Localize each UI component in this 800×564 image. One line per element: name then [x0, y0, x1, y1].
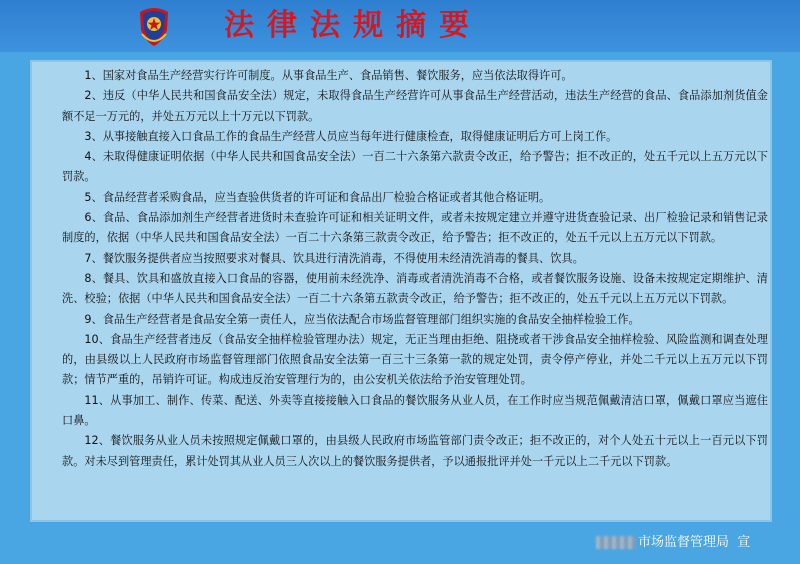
clause-12: 12、餐饮服务从业人员未按照规定佩戴口罩的，由县级人民政府市场监管部门责令改正；拒不改正的，对个人处五十元以上一百元以下罚款。对未尽到管理责任，累计处罚其从业人员三人次以上的餐饮服务提供者，予以通报批评并处一千元以上二千元以下罚款。: [62, 434, 768, 468]
clause-11: 11、从事加工、制作、传菜、配送、外卖等直接接触入口食品的餐饮服务从业人员，在工作时应当规范佩戴清洁口罩，佩戴口罩应当遮住口鼻。: [62, 393, 768, 428]
issuer-action: 宣: [737, 535, 751, 550]
redacted-region: [596, 536, 636, 549]
clause-9: 9、食品生产经营者是食品安全第一责任人，应当依法配合市场监督管理部门组织实施的食品安全抽样检验工作。: [84, 312, 640, 326]
clause-6: 6、食品、食品添加剂生产经营者进货时未查验许可证和相关证明文件，或者未按规定建立并遵守进货查验记录、出厂检验记录和销售记录制度的，依据（中华人民共和国食品安全法）一百二十六条第三款责令改正，给予警告；拒不改正的，处五千元以上五万元以下罚款。: [62, 211, 768, 245]
header-bar: [0, 0, 800, 52]
regulation-list: [62, 66, 768, 472]
clause-5: 5、食品经营者采购食品，应当查验供货者的许可证和食品出厂检验合格证或者其他合格证明。: [84, 190, 551, 204]
clause-2: 2、违反（中华人民共和国食品安全法）规定，未取得食品生产经营许可从事食品生产经营活动，违法生产经营的食品、食品添加剂货值金额不足一万元的，并处五万元以上十万元以下罚款。: [62, 89, 768, 123]
clause-10: 10、食品生产经营者违反（食品安全抽样检验管理办法）规定，无正当理由拒绝、阻挠或者干涉食品安全抽样检验、风险监测和调查处理的，由县级以上人民政府市场监督管理部门依照食品安全法第一百三十三条第一款的规定处罚，责令停产停业，并处二千元以上五万元以下罚款；情节严重的，吊销许可证。构成违反治安管理行为的，由公安机关依法给予治安管理处罚。: [62, 332, 768, 387]
clause-7: 7、餐饮服务提供者应当按照要求对餐具、饮具进行清洗消毒，不得使用未经清洗消毒的餐具、饮具。: [84, 251, 584, 265]
page-title: 法律法规摘要: [224, 8, 482, 43]
clause-1: 1、国家对食品生产经营实行许可制度。从事食品生产、食品销售、餐饮服务，应当依法取得许可。: [84, 69, 573, 82]
issuer-name: 市场监督管理局: [638, 535, 730, 550]
clause-4: 4、未取得健康证明依据（中华人民共和国食品安全法）一百二十六条第六款责令改正，给予警告；拒不改正的，处五千元以上五万元以下罚款。: [62, 150, 768, 184]
police-emblem-icon: [136, 4, 172, 48]
clause-8: 8、餐具、饮具和盛放直接入口食品的容器，使用前未经洗净、消毒或者清洗消毒不合格，或者餐饮服务设施、设备未按规定定期维护、清洗、校验；依据（中华人民共和国食品安全法）一百二十六条第五款责令改正，给予警告；拒不改正的，处五千元以上五万元以下罚款。: [62, 271, 768, 306]
clause-3: 3、从事接触直接入口食品工作的食品生产经营人员应当每年进行健康检查，取得健康证明后方可上岗工作。: [84, 129, 618, 143]
issuer-signature: [596, 532, 750, 554]
